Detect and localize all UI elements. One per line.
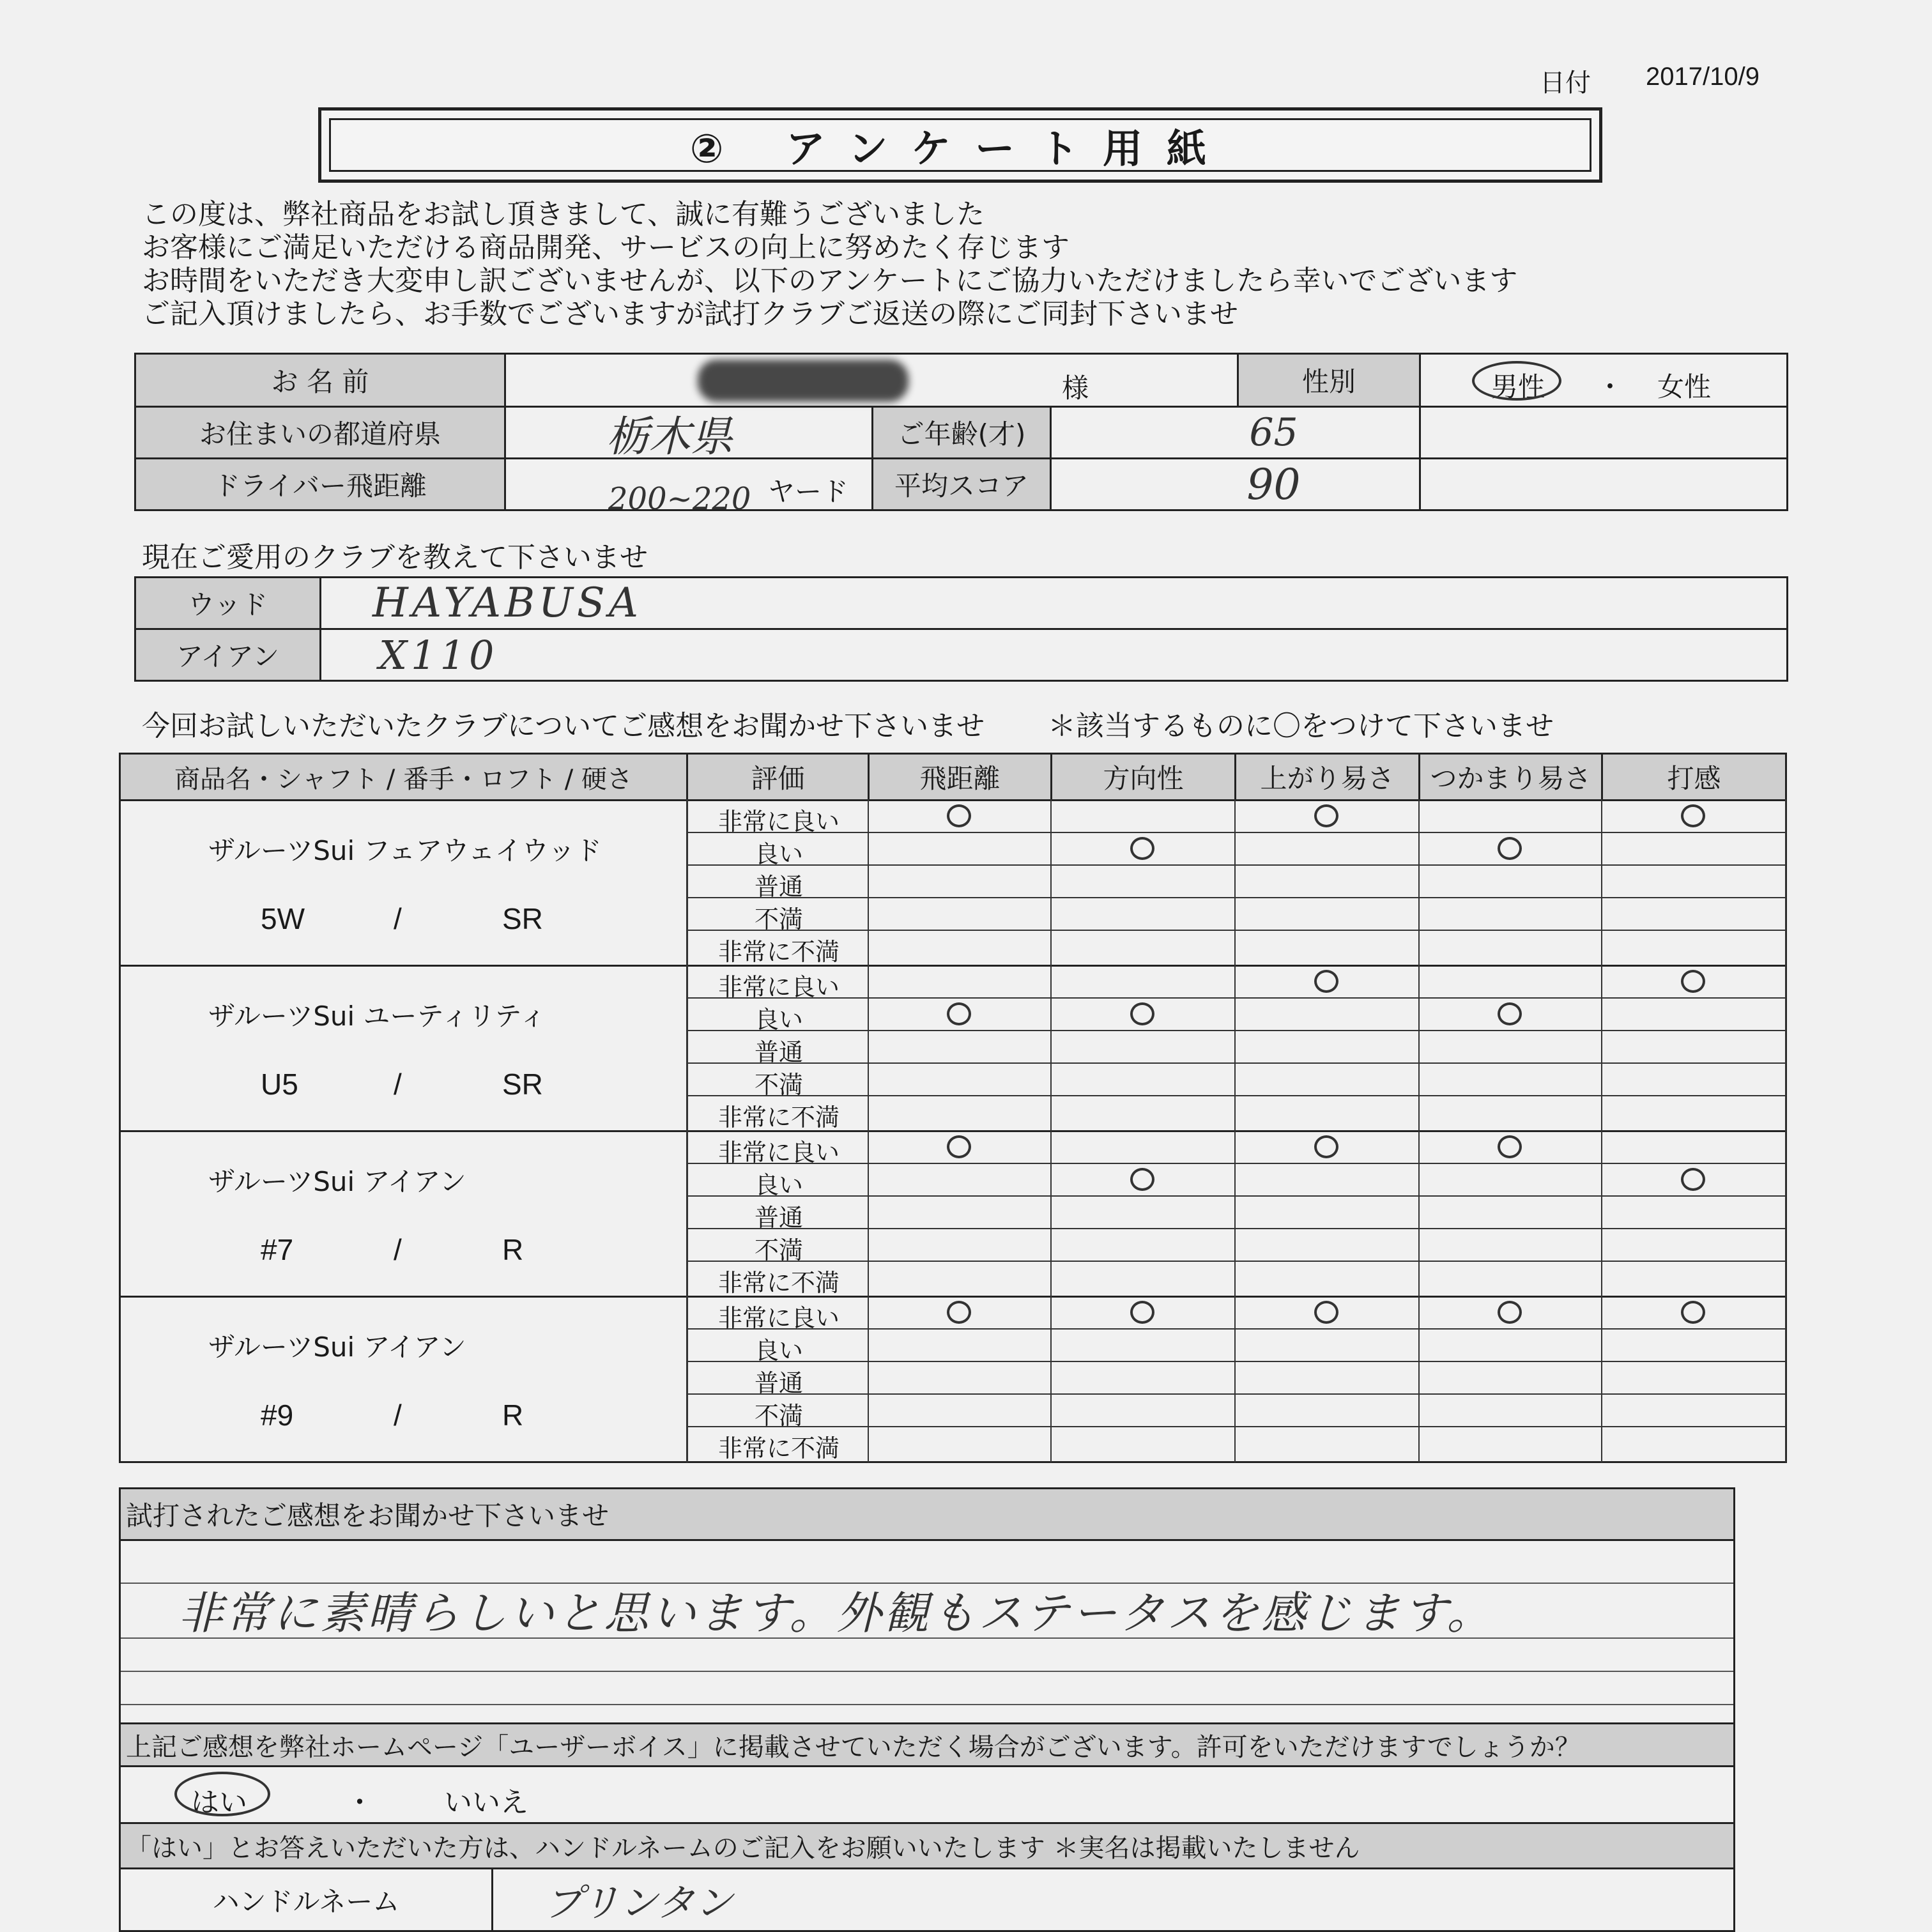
product-flex: SR [502,1068,543,1101]
permission-no-option[interactable]: いいえ [444,1786,528,1819]
rating-label: 良い [754,1006,803,1034]
circle-mark[interactable] [1681,1301,1705,1324]
rating-label: 非常に不満 [717,1434,839,1462]
intro-text [142,198,1517,331]
product-flex: R [502,1399,524,1432]
column-divider [1601,1296,1602,1462]
rating-label: 不満 [754,905,803,933]
prefecture-label: お住まいの都道府県 [134,406,506,459]
column-divider [1234,799,1236,966]
circle-mark[interactable] [1314,1301,1338,1324]
circle-mark[interactable] [1681,970,1705,993]
form-title: ② アンケート用紙 [329,118,1591,172]
product-slash: / [394,1068,402,1101]
product-club-number: #9 [261,1399,294,1432]
column-header-criterion: 上がり易さ [1234,753,1420,801]
column-header-product: 商品名・シャフト / 番手・ロフト / 硬さ [119,753,688,801]
column-header-rating: 評価 [686,753,870,801]
column-divider [1234,1296,1236,1462]
current-clubs-title: 現在ご愛用のクラブを教えて下さいませ [142,541,648,574]
circle-mark[interactable] [1130,1168,1154,1191]
column-divider [1050,1130,1052,1297]
circle-mark[interactable] [1314,970,1338,993]
product-name: ザルーツSui ユーティリティ [208,1000,546,1032]
column-divider [1785,799,1786,966]
rating-label: 不満 [754,1071,803,1099]
evaluation-note: ＊該当するものに〇をつけて下さいませ [1048,710,1554,742]
column-divider [1418,1130,1420,1297]
circle-mark[interactable] [1130,837,1154,860]
circle-mark[interactable] [1498,1301,1522,1324]
gender-label: 性別 [1237,353,1421,408]
product-club-number: #7 [261,1233,294,1266]
iron-value: X110 [379,631,498,678]
distance-field[interactable] [504,457,873,517]
intro-line: ご記入頂けましたら、お手数でございますが試打クラブご返送の際にご同封下さいませ [142,298,1238,330]
column-header-criterion: 飛距離 [868,753,1052,801]
product-flex: SR [502,902,543,935]
column-divider [1785,965,1786,1131]
rating-label: 普通 [754,1204,803,1232]
evaluation-title: 今回お試しいただいたクラブについてご感想をお聞かせ下さいませ [142,710,985,742]
score-value: 90 [1246,459,1301,509]
permission-yes-option[interactable]: はい [191,1786,247,1819]
handle-value: プリンタン [544,1880,733,1926]
circle-mark[interactable] [1314,1135,1338,1158]
handle-note-text: 「はい」とお答えいただいた方は、ハンドルネームのご記入をお願いいたします ＊実名は掲載いたしません [126,1833,1360,1863]
circle-mark[interactable] [1130,1002,1154,1025]
product-name: ザルーツSui フェアウェイウッド [208,835,602,866]
distance-value: 200~220 [608,481,751,517]
rating-label: 非常に不満 [717,938,839,966]
ruled-line [121,1671,1733,1672]
intro-line: この度は、弊社商品をお試し頂きまして、誠に有難うございました [142,198,985,231]
product-club-number: 5W [261,902,305,935]
handle-field[interactable] [491,1867,1735,1932]
circle-mark[interactable] [1498,837,1522,860]
column-divider [1418,799,1420,966]
rating-label: 非常に良い [717,1138,839,1167]
product-club-number: U5 [261,1068,298,1101]
form-title-box [318,107,1602,183]
rating-label: 非常に良い [717,973,839,1001]
wood-field[interactable] [319,576,1788,630]
rating-label: 普通 [754,1369,803,1397]
score-field[interactable] [1050,457,1421,511]
permission-question-text: 上記ご感想を弊社ホームページ「ユーザーボイス」に掲載させていただく場合がございます。許可をいただけますでしょうか？ [126,1732,1581,1762]
circle-mark[interactable] [947,1135,971,1158]
column-header-criterion: 打感 [1601,753,1787,801]
distance-unit: ヤード [768,476,849,507]
column-divider [1601,965,1602,1131]
circle-mark[interactable] [1130,1301,1154,1324]
column-divider [1050,1296,1052,1462]
prefecture-field[interactable] [504,406,873,459]
rating-label: 非常に不満 [717,1103,839,1131]
product-block [119,965,1787,1132]
rating-label: 普通 [754,873,803,901]
rating-label: 非常に良い [717,1304,839,1332]
iron-field[interactable] [319,628,1788,682]
rating-label: 良い [754,1171,803,1199]
name-field[interactable] [504,353,1239,408]
column-divider [1418,965,1420,1131]
score-label: 平均スコア [871,457,1052,511]
circle-mark[interactable] [947,1301,971,1324]
product-slash: / [394,1233,402,1266]
column-divider [1601,1130,1602,1297]
gender-separator: ・ [1597,371,1624,402]
intro-line: お時間をいただき大変申し訳ございませんが、以下のアンケートにご協力いただけましたら幸いでございます [142,264,1518,297]
name-label: お 名 前 [134,353,506,408]
rating-label: 非常に良い [717,808,839,836]
gender-male-option[interactable]: 男性 [1491,371,1545,402]
circle-mark[interactable] [1681,1168,1705,1191]
sama-label: 様 [1062,372,1089,404]
rating-label: 普通 [754,1038,803,1066]
age-label: ご年齢(才) [871,406,1052,459]
selected-circle-mark [174,1772,270,1816]
permission-separator: ・ [346,1786,374,1819]
redacted-name [698,360,908,402]
rating-label: 不満 [754,1236,803,1264]
wood-label: ウッド [134,576,321,630]
circle-mark[interactable] [1314,804,1338,827]
age-value: 65 [1249,410,1298,455]
date-label: 日付 [1540,68,1591,98]
iron-label: アイアン [134,628,321,682]
circle-mark[interactable] [1498,1002,1522,1025]
age-field[interactable] [1050,406,1421,459]
wood-value: HAYABUSA [372,579,642,627]
prefecture-value: 栃木県 [606,411,733,461]
column-divider [1050,799,1052,966]
circle-mark[interactable] [1498,1135,1522,1158]
column-divider [1234,1130,1236,1297]
rating-label: 良い [754,840,803,868]
column-divider [1418,1296,1420,1462]
product-slash: / [394,902,402,935]
distance-label: ドライバー飛距離 [134,457,506,511]
column-divider [1785,1130,1786,1297]
handle-label: ハンドルネーム [119,1867,493,1932]
column-divider [1785,1296,1786,1462]
circle-mark[interactable] [1681,804,1705,827]
rating-label: 不満 [754,1402,803,1430]
ruled-line [121,1704,1733,1705]
date-value: 2017/10/9 [1646,63,1759,91]
product-flex: R [502,1233,524,1266]
column-divider [1234,965,1236,1131]
permission-question [119,1722,1735,1767]
product-name: ザルーツSui アイアン [208,1166,466,1197]
blank-cell [1419,457,1788,511]
impression-title [119,1487,1735,1541]
impression-text: 非常に素晴らしいと思います。外観もステータスを感じます。 [178,1587,1494,1639]
circle-mark[interactable] [947,804,971,827]
product-name: ザルーツSui アイアン [208,1331,466,1363]
permission-answer-row [119,1765,1735,1824]
gender-female-option[interactable]: 女性 [1657,371,1712,402]
column-header-criterion: つかまり易さ [1418,753,1603,801]
rating-label: 良い [754,1337,803,1365]
column-header-criterion: 方向性 [1050,753,1236,801]
column-divider [1601,799,1602,966]
rating-label: 非常に不満 [717,1269,839,1297]
selected-circle-mark [1472,361,1561,401]
circle-mark[interactable] [947,1002,971,1025]
impression-field[interactable] [119,1539,1735,1724]
intro-line: お客様にご満足いただける商品開発、サービスの向上に努めたく存じます [142,231,1070,264]
handle-note [119,1822,1735,1869]
blank-cell [1419,406,1788,459]
product-slash: / [394,1399,402,1432]
gender-field[interactable] [1419,353,1788,408]
column-divider [1050,965,1052,1131]
impression-title-text: 試打されたご感想をお聞かせ下さいませ [126,1500,610,1531]
